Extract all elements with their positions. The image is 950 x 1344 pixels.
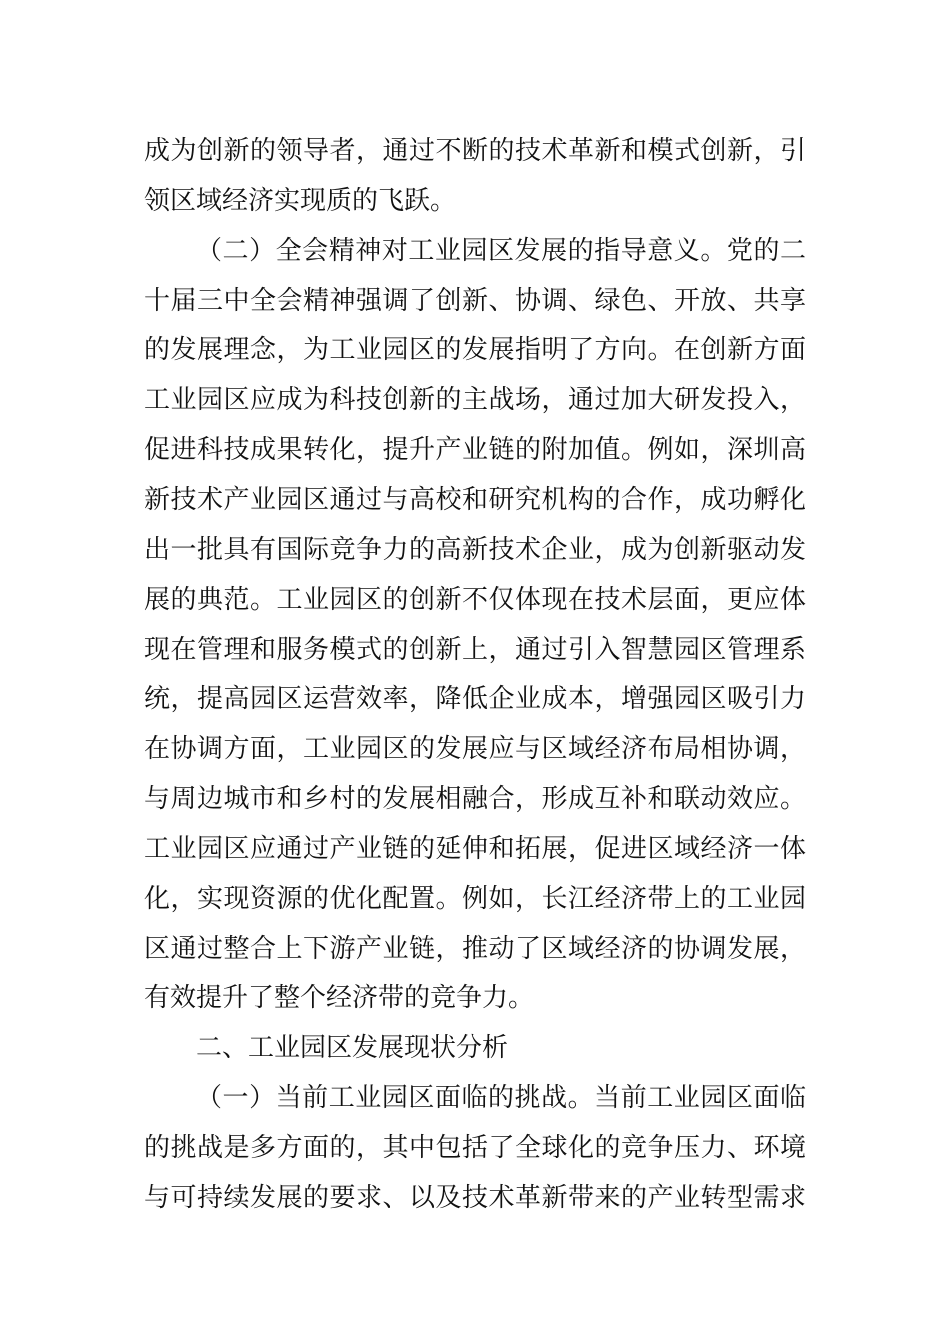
text-line: 领区域经济实现质的飞跃。 xyxy=(144,186,457,216)
text-line: 出一批具有国际竞争力的高新技术企业，成为创新驱动发 xyxy=(144,535,806,565)
section-heading: 二、工业园区发展现状分析 xyxy=(196,1033,509,1063)
text-line: 在协调方面，工业园区的发展应与区域经济布局相协调， xyxy=(144,734,806,764)
text-line: 成为创新的领导者，通过不断的技术革新和模式创新，引 xyxy=(144,136,806,166)
text-line: 现在管理和服务模式的创新上，通过引入智慧园区管理系 xyxy=(144,635,806,665)
text-line: 与可持续发展的要求、以及技术革新带来的产业转型需求 xyxy=(144,1183,806,1213)
text-line: 统，提高园区运营效率，降低企业成本，增强园区吸引力 xyxy=(144,684,806,714)
text-line: 展的典范。工业园区的创新不仅体现在技术层面，更应体 xyxy=(144,585,806,615)
text-line: 有效提升了整个经济带的竞争力。 xyxy=(144,983,535,1013)
paragraph-heading-line: （一）当前工业园区面临的挑战。当前工业园区面临 xyxy=(196,1083,806,1113)
text-line: 工业园区应通过产业链的延伸和拓展，促进区域经济一体 xyxy=(144,834,806,864)
text-line: 十届三中全会精神强调了创新、协调、绿色、开放、共享 xyxy=(144,286,806,316)
text-line: 区通过整合上下游产业链，推动了区域经济的协调发展， xyxy=(144,934,806,964)
text-line: 新技术产业园区通过与高校和研究机构的合作，成功孵化 xyxy=(144,485,806,515)
text-line: 促进科技成果转化，提升产业链的附加值。例如，深圳高 xyxy=(144,435,806,465)
text-line: 化，实现资源的优化配置。例如，长江经济带上的工业园 xyxy=(144,884,806,914)
text-line: 的发展理念，为工业园区的发展指明了方向。在创新方面 xyxy=(144,335,806,365)
paragraph-heading-line: （二）全会精神对工业园区发展的指导意义。党的二 xyxy=(196,236,806,266)
text-line: 的挑战是多方面的，其中包括了全球化的竞争压力、环境 xyxy=(144,1133,806,1163)
text-line: 与周边城市和乡村的发展相融合，形成互补和联动效应。 xyxy=(144,784,806,814)
text-line: 工业园区应成为科技创新的主战场，通过加大研发投入， xyxy=(144,385,806,415)
